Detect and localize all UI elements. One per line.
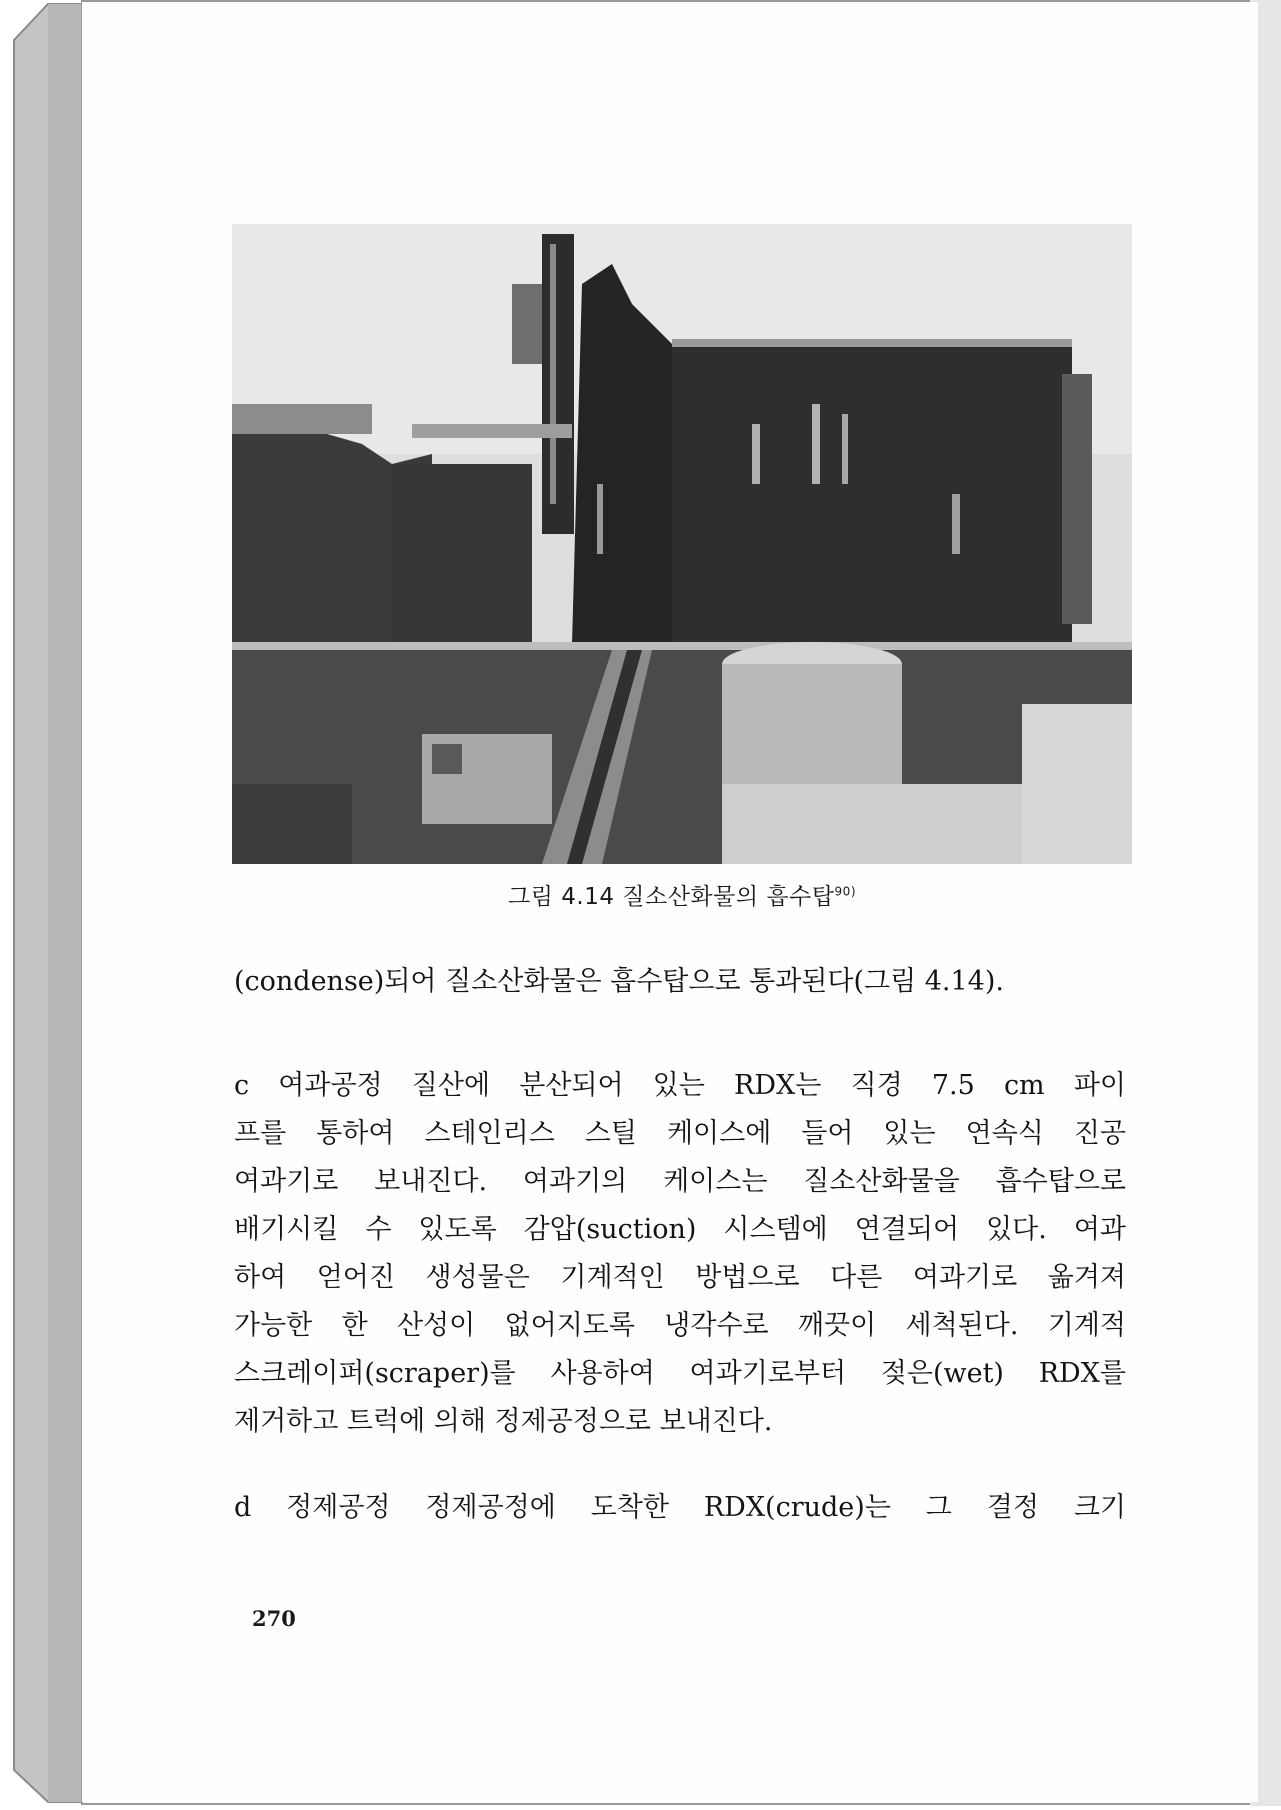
section-c-line-4: 배기시킬 수 있도록 감압(suction) 시스템에 연결되어 있다. 여과 bbox=[234, 1214, 1126, 1245]
section-c-line-3: 여과기로 보내진다. 여과기의 케이스는 질소산화물을 흡수탑으로 bbox=[234, 1166, 1126, 1197]
figure-caption bbox=[232, 878, 1132, 911]
section-c-line-1: c 여과공정 질산에 분산되어 있는 RDX는 직경 7.5 cm 파이 bbox=[234, 1070, 1126, 1101]
section-d-line-1: d 정제공정 정제공정에 도착한 RDX(crude)는 그 결정 크기 bbox=[234, 1492, 1126, 1523]
section-c-line-5: 하여 얻어진 생성물은 기계적인 방법으로 다른 여과기로 옮겨져 bbox=[234, 1262, 1126, 1293]
figure-caption-text: 그림 4.14 질소산화물의 흡수탑 bbox=[508, 884, 835, 910]
section-c-line-6: 가능한 한 산성이 없어지도록 냉각수로 깨끗이 세척된다. 기계적 bbox=[234, 1310, 1126, 1341]
figure-caption-reference: 90) bbox=[834, 884, 856, 899]
section-c-line-2: 프를 통하여 스테인리스 스틸 케이스에 들어 있는 연속식 진공 bbox=[234, 1118, 1126, 1149]
body-line-condense: (condense)되어 질소산화물은 흡수탑으로 통과된다(그림 4.14). bbox=[234, 966, 1004, 997]
section-c-line-7: 스크레이퍼(scraper)를 사용하여 여과기로부터 젖은(wet) RDX를 bbox=[234, 1358, 1126, 1389]
figure-photo-absorption-tower bbox=[232, 224, 1132, 864]
section-c-line-8: 제거하고 트럭에 의해 정제공정으로 보내진다. bbox=[234, 1406, 773, 1437]
page-number: 270 bbox=[252, 1606, 296, 1631]
